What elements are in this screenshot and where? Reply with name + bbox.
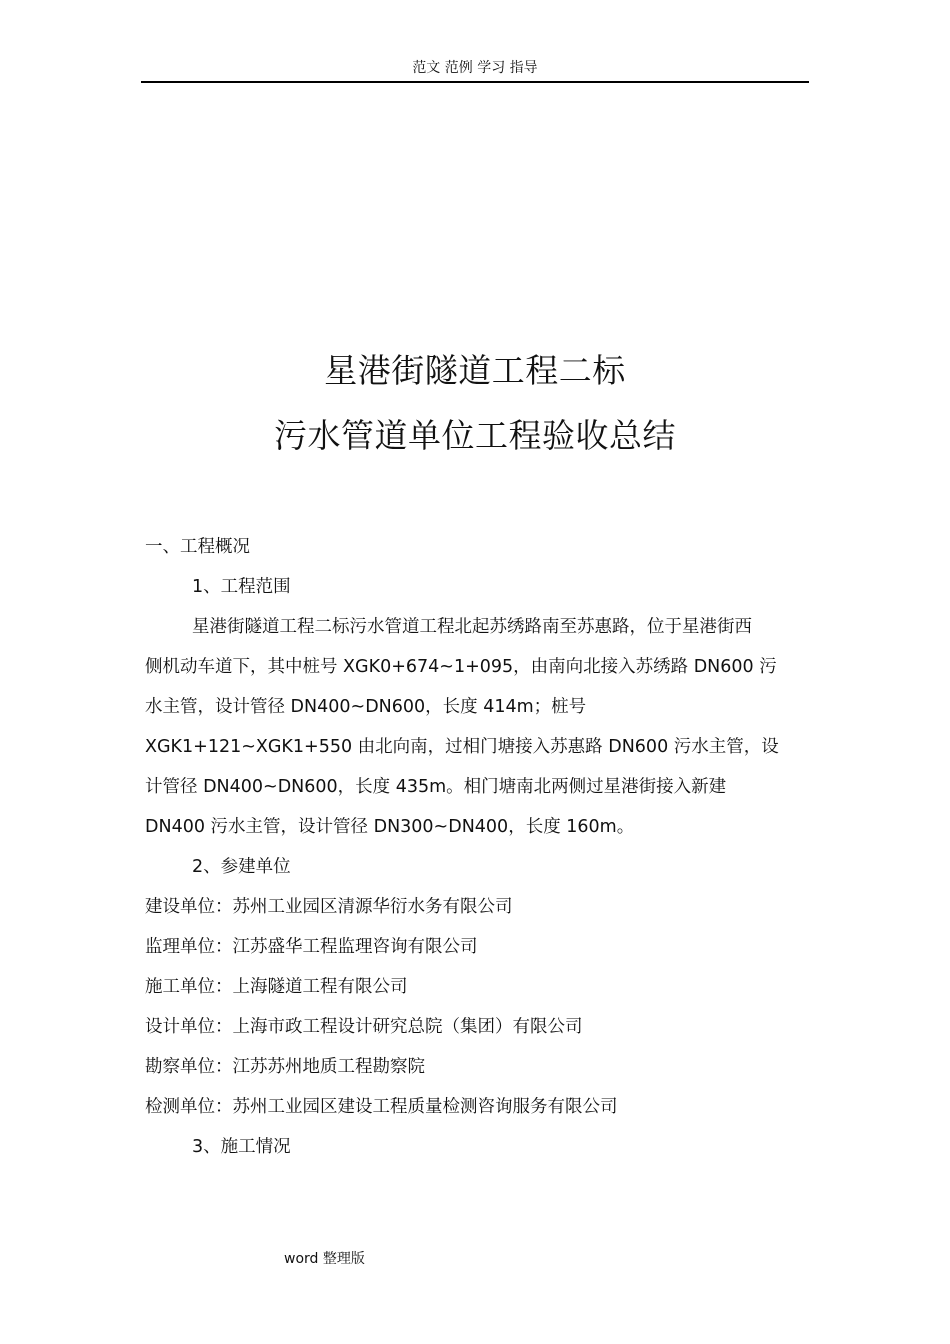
unit-survey: 勘察单位：江苏苏州地质工程勘察院 (145, 1057, 425, 1077)
subsection-heading-scope: 1、工程范围 (192, 577, 291, 597)
page-footer: word 整理版 (284, 1251, 365, 1267)
document-body (145, 527, 810, 1167)
unit-contractor: 施工单位：上海隧道工程有限公司 (145, 977, 408, 997)
scope-paragraph-line: 水主管，设计管径 DN400~DN600，长度 414m；桩号 (145, 697, 587, 717)
unit-testing: 检测单位：苏州工业园区建设工程质量检测咨询服务有限公司 (145, 1097, 618, 1117)
header-divider (141, 81, 809, 83)
unit-construction-owner: 建设单位：苏州工业园区清源华衍水务有限公司 (145, 897, 513, 917)
scope-paragraph-line: DN400 污水主管，设计管径 DN300~DN400，长度 160m。 (145, 817, 635, 837)
subsection-heading-participants: 2、参建单位 (192, 857, 291, 877)
scope-paragraph-line: 侧机动车道下，其中桩号 XGK0+674~1+095，由南向北接入苏绣路 DN600 污 (145, 657, 777, 677)
subsection-heading-construction: 3、施工情况 (192, 1137, 291, 1157)
scope-paragraph-line: XGK1+121~XGK1+550 由北向南，过相门塘接入苏惠路 DN600 污水主管，设 (145, 737, 779, 757)
unit-design: 设计单位：上海市政工程设计研究总院（集团）有限公司 (145, 1017, 583, 1037)
document-title-line-2: 污水管道单位工程验收总结 (274, 416, 676, 455)
section-heading-overview: 一、工程概况 (145, 537, 250, 557)
scope-paragraph-line: 计管径 DN400~DN600，长度 435m。相门塘南北两侧过星港街接入新建 (145, 777, 727, 797)
scope-paragraph-line: 星港街隧道工程二标污水管道工程北起苏绣路南至苏惠路，位于星港街西 (192, 617, 752, 637)
unit-supervision: 监理单位：江苏盛华工程监理咨询有限公司 (145, 937, 478, 957)
page-header: 范文 范例 学习 指导 (412, 60, 538, 76)
document-title-line-1: 星港街隧道工程二标 (324, 351, 626, 390)
